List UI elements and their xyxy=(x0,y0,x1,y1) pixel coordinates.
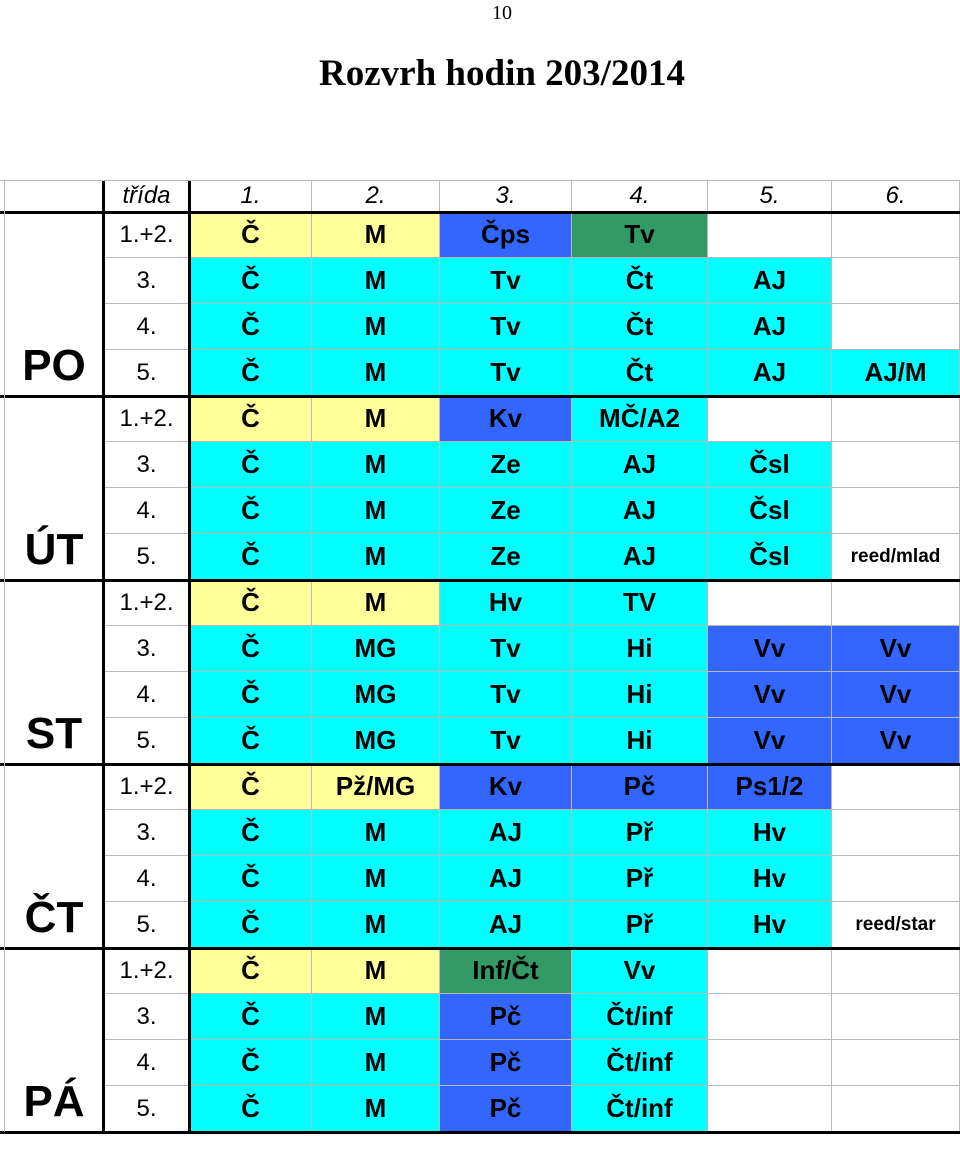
lesson-cell: Čt/inf xyxy=(572,1040,708,1086)
lesson-cell: Č xyxy=(190,212,312,258)
header-period-2: 2. xyxy=(312,180,440,212)
page-number: 10 xyxy=(492,2,512,24)
lesson-cell: Hv xyxy=(708,902,832,948)
empty-cell xyxy=(708,580,832,626)
class-label: 3. xyxy=(104,258,190,304)
empty-cell xyxy=(832,580,960,626)
lesson-cell: AJ xyxy=(708,304,832,350)
lesson-cell: Č xyxy=(190,810,312,856)
lesson-cell: MG xyxy=(312,626,440,672)
lesson-cell: Č xyxy=(190,856,312,902)
lesson-cell: Tv xyxy=(440,350,572,396)
lesson-cell: Vv xyxy=(708,718,832,764)
lesson-cell: Vv xyxy=(708,626,832,672)
lesson-cell: M xyxy=(312,948,440,994)
class-label: 5. xyxy=(104,350,190,396)
header-period-5: 5. xyxy=(708,180,832,212)
empty-cell xyxy=(832,488,960,534)
lesson-cell: Pč xyxy=(440,1040,572,1086)
lesson-cell: Č xyxy=(190,672,312,718)
lesson-cell: M xyxy=(312,396,440,442)
lesson-cell: Ps1/2 xyxy=(708,764,832,810)
lesson-cell: Č xyxy=(190,902,312,948)
table-divider xyxy=(0,763,960,766)
lesson-cell: M xyxy=(312,258,440,304)
lesson-cell: Ze xyxy=(440,534,572,580)
lesson-cell: AJ xyxy=(708,350,832,396)
class-label: 4. xyxy=(104,488,190,534)
empty-cell xyxy=(708,1040,832,1086)
lesson-cell: M xyxy=(312,304,440,350)
lesson-cell: Čps xyxy=(440,212,572,258)
lesson-cell: Č xyxy=(190,626,312,672)
lesson-cell: M xyxy=(312,350,440,396)
lesson-cell: Č xyxy=(190,258,312,304)
empty-cell xyxy=(832,212,960,258)
lesson-cell: AJ xyxy=(572,442,708,488)
lesson-cell: M xyxy=(312,1086,440,1132)
lesson-cell: M xyxy=(312,856,440,902)
lesson-cell: Hv xyxy=(708,856,832,902)
lesson-cell: Př xyxy=(572,902,708,948)
lesson-cell: Kv xyxy=(440,396,572,442)
lesson-cell: AJ xyxy=(572,488,708,534)
day-label-2: ST xyxy=(5,580,104,764)
lesson-cell: Čt/inf xyxy=(572,1086,708,1132)
lesson-cell: Vv xyxy=(708,672,832,718)
empty-cell xyxy=(832,1040,960,1086)
lesson-cell: Č xyxy=(190,1086,312,1132)
lesson-cell: AJ xyxy=(440,810,572,856)
class-label: 1.+2. xyxy=(104,212,190,258)
empty-cell xyxy=(708,948,832,994)
lesson-cell: Čt xyxy=(572,304,708,350)
empty-cell xyxy=(832,258,960,304)
lesson-cell: MG xyxy=(312,718,440,764)
lesson-cell: Č xyxy=(190,718,312,764)
lesson-cell: M xyxy=(312,534,440,580)
lesson-cell: Hv xyxy=(440,580,572,626)
column-divider xyxy=(188,180,191,1132)
class-label: 4. xyxy=(104,672,190,718)
lesson-cell: Př xyxy=(572,856,708,902)
lesson-cell: AJ xyxy=(708,258,832,304)
lesson-cell: M xyxy=(312,810,440,856)
lesson-cell: Kv xyxy=(440,764,572,810)
lesson-cell: Vv xyxy=(572,948,708,994)
header-class-label: třída xyxy=(104,180,190,212)
header-period-6: 6. xyxy=(832,180,960,212)
lesson-cell: MČ/A2 xyxy=(572,396,708,442)
lesson-cell: Čsl xyxy=(708,534,832,580)
header-period-4: 4. xyxy=(572,180,708,212)
lesson-cell: Č xyxy=(190,580,312,626)
column-divider xyxy=(102,180,105,1132)
class-label: 5. xyxy=(104,534,190,580)
lesson-cell: Č xyxy=(190,442,312,488)
lesson-cell: Č xyxy=(190,396,312,442)
table-top-border xyxy=(0,180,960,181)
empty-cell xyxy=(832,442,960,488)
lesson-cell: Č xyxy=(190,534,312,580)
empty-cell xyxy=(832,304,960,350)
lesson-cell: AJ xyxy=(440,902,572,948)
lesson-cell: Vv xyxy=(832,718,960,764)
lesson-cell: Vv xyxy=(832,672,960,718)
lesson-cell: Pč xyxy=(440,994,572,1040)
lesson-cell: AJ xyxy=(440,856,572,902)
lesson-cell: Hv xyxy=(708,810,832,856)
empty-cell xyxy=(708,994,832,1040)
lesson-cell: Hi xyxy=(572,626,708,672)
lesson-cell: Čt/inf xyxy=(572,994,708,1040)
lesson-cell: Čsl xyxy=(708,488,832,534)
table-divider xyxy=(0,211,960,214)
table-divider xyxy=(0,947,960,950)
lesson-cell: AJ xyxy=(572,534,708,580)
lesson-cell: M xyxy=(312,902,440,948)
empty-cell xyxy=(832,396,960,442)
lesson-cell: reed/mlad xyxy=(832,534,960,580)
class-label: 3. xyxy=(104,442,190,488)
lesson-cell: M xyxy=(312,580,440,626)
lesson-cell: Čt xyxy=(572,258,708,304)
lesson-cell: Tv xyxy=(440,718,572,764)
empty-cell xyxy=(832,994,960,1040)
header-period-1: 1. xyxy=(190,180,312,212)
lesson-cell: Tv xyxy=(440,626,572,672)
lesson-cell: MG xyxy=(312,672,440,718)
day-label-1: ÚT xyxy=(5,396,104,580)
lesson-cell: Č xyxy=(190,304,312,350)
lesson-cell: M xyxy=(312,442,440,488)
empty-cell xyxy=(832,764,960,810)
lesson-cell: TV xyxy=(572,580,708,626)
empty-cell xyxy=(832,810,960,856)
class-label: 1.+2. xyxy=(104,396,190,442)
table-divider xyxy=(0,395,960,398)
lesson-cell: M xyxy=(312,212,440,258)
lesson-cell: reed/star xyxy=(832,902,960,948)
class-label: 5. xyxy=(104,1086,190,1132)
class-label: 4. xyxy=(104,856,190,902)
lesson-cell: Č xyxy=(190,948,312,994)
empty-cell xyxy=(832,856,960,902)
lesson-cell: Tv xyxy=(440,672,572,718)
lesson-cell: Ze xyxy=(440,488,572,534)
class-label: 4. xyxy=(104,1040,190,1086)
empty-cell xyxy=(708,396,832,442)
table-left-border xyxy=(4,180,5,1132)
lesson-cell: M xyxy=(312,1040,440,1086)
lesson-cell: Tv xyxy=(440,258,572,304)
lesson-cell: Hi xyxy=(572,672,708,718)
lesson-cell: Č xyxy=(190,350,312,396)
lesson-cell: Ze xyxy=(440,442,572,488)
class-label: 1.+2. xyxy=(104,764,190,810)
class-label: 1.+2. xyxy=(104,580,190,626)
day-label-4: PÁ xyxy=(5,948,104,1132)
day-label-0: PO xyxy=(5,212,104,396)
lesson-cell: Tv xyxy=(440,304,572,350)
table-divider xyxy=(0,1131,960,1134)
lesson-cell: Č xyxy=(190,994,312,1040)
empty-cell xyxy=(832,1086,960,1132)
class-label: 5. xyxy=(104,718,190,764)
lesson-cell: Inf/Čt xyxy=(440,948,572,994)
lesson-cell: M xyxy=(312,488,440,534)
lesson-cell: Čsl xyxy=(708,442,832,488)
empty-cell xyxy=(708,212,832,258)
lesson-cell: Pč xyxy=(440,1086,572,1132)
lesson-cell: Pž/MG xyxy=(312,764,440,810)
lesson-cell: Č xyxy=(190,764,312,810)
lesson-cell: Čt xyxy=(572,350,708,396)
lesson-cell: Č xyxy=(190,488,312,534)
class-label: 3. xyxy=(104,810,190,856)
empty-cell xyxy=(832,948,960,994)
lesson-cell: Hi xyxy=(572,718,708,764)
lesson-cell: Př xyxy=(572,810,708,856)
empty-cell xyxy=(708,1086,832,1132)
lesson-cell: Č xyxy=(190,1040,312,1086)
lesson-cell: AJ/M xyxy=(832,350,960,396)
page-title: Rozvrh hodin 203/2014 xyxy=(319,53,685,94)
class-label: 3. xyxy=(104,994,190,1040)
class-label: 3. xyxy=(104,626,190,672)
day-label-3: ČT xyxy=(5,764,104,948)
class-label: 5. xyxy=(104,902,190,948)
lesson-cell: Vv xyxy=(832,626,960,672)
lesson-cell: Tv xyxy=(572,212,708,258)
table-divider xyxy=(0,579,960,582)
lesson-cell: M xyxy=(312,994,440,1040)
header-period-3: 3. xyxy=(440,180,572,212)
class-label: 4. xyxy=(104,304,190,350)
lesson-cell: Pč xyxy=(572,764,708,810)
class-label: 1.+2. xyxy=(104,948,190,994)
